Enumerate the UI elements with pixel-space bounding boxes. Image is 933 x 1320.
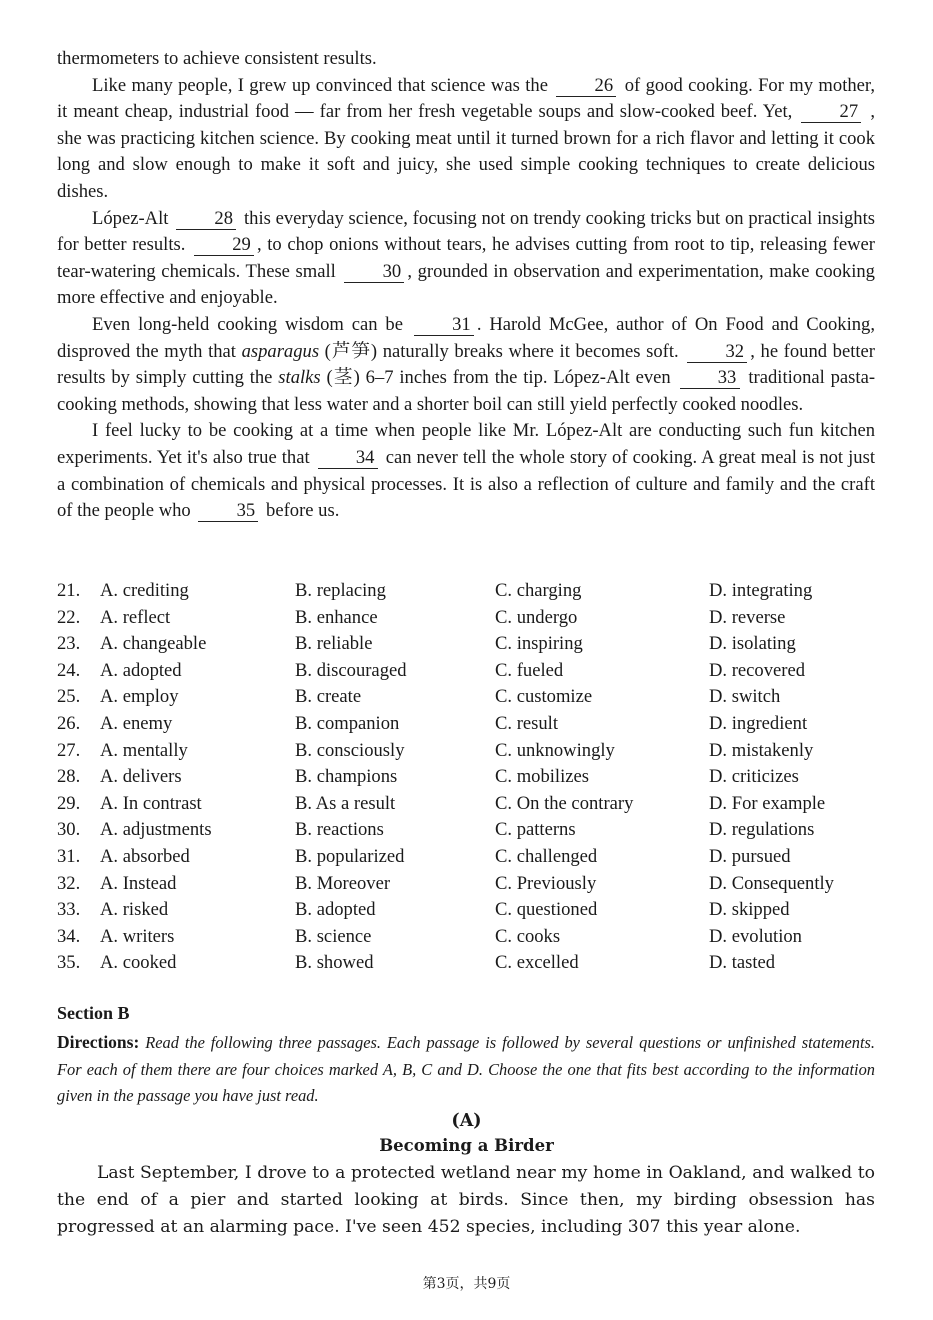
question-number: 25. [57,686,81,708]
passage-paragraph-3 [57,312,875,418]
text: , he found better results by simply cutting the [57,340,875,389]
option-a: A. reflect [100,606,171,628]
text: Even long-held cooking wisdom can be [92,313,403,335]
option-d: D. isolating [709,633,796,655]
option-a: A. In contrast [100,792,202,814]
option-b: B. create [295,686,362,708]
option-a: A. cooked [100,952,177,974]
passage-paragraph-4 [57,418,875,524]
passage-paragraph-1 [57,73,875,206]
cloze-passage [57,46,875,525]
option-d: D. switch [709,686,781,708]
option-d: D. recovered [709,659,806,681]
option-b: B. science [295,925,372,947]
text: (芦笋) naturally breaks where it becomes soft. [324,340,679,362]
question-row [57,897,877,924]
option-a: A. crediting [100,580,189,601]
blank-33: 33 [680,368,740,389]
option-a: A. adjustments [100,819,212,841]
text: , grounded in observation and experimentation, make cooking more effective and enjoyable. [57,260,875,309]
blank-32: 32 [687,342,747,363]
option-b: B. enhance [295,606,378,628]
option-d: D. tasted [709,952,776,974]
passage-line: thermometers to achieve consistent results. [57,48,377,69]
answer-options [57,578,877,977]
option-c: C. excelled [495,952,579,974]
question-number: 22. [57,606,81,628]
option-c: C. undergo [495,606,578,628]
option-d: D. integrating [709,580,813,601]
section-heading: Section B [57,1003,130,1023]
reading-passage-a [57,1160,875,1241]
option-c: C. charging [495,580,582,601]
passage-title: Becoming a Birder [379,1136,554,1155]
text: before us. [266,500,340,522]
text: I feel lucky to be cooking at a time when people like Mr. López-Alt are conducting such fun kitchen experiments. Yet it's also true that [57,420,875,468]
option-a: A. mentally [100,739,188,761]
question-row [57,631,877,658]
question-row [57,684,877,711]
question-number: 32. [57,872,81,894]
option-b: B. popularized [295,845,405,867]
blank-29: 29 [194,235,254,256]
option-b: B. Moreover [295,872,391,894]
question-row [57,578,877,605]
option-a: A. absorbed [100,845,190,867]
question-number: 29. [57,792,81,814]
question-row [57,605,877,632]
option-d: D. skipped [709,899,790,921]
text: of good cooking. For my mother, it meant cheap, industrial food — far from her fresh vegetable soups and slow-cooked beef. Yet, [57,74,876,123]
option-a: A. changeable [100,633,207,655]
option-b: B. reliable [295,633,373,655]
blank-28: 28 [176,209,236,230]
text: , she was practicing kitchen science. By cooking meat until it turned brown for a rich flavor and letting it cook long and slow enough to make it soft and juicy, she used simple cooking techniques to create delicious dishes. [57,101,875,202]
question-number: 27. [57,739,81,761]
option-b: B. discouraged [295,659,407,681]
blank-31: 31 [414,315,474,336]
question-row [57,924,877,951]
option-c: C. inspiring [495,633,583,655]
option-b: B. companion [295,712,400,734]
option-c: C. questioned [495,899,598,921]
question-row [57,738,877,765]
text: , to chop onions without tears, he advises cutting from root to tip, releasing fewer tear-watering chemicals. These small [57,234,875,282]
option-c: C. unknowingly [495,739,615,761]
option-c: C. challenged [495,845,598,867]
option-d: D. criticizes [709,766,799,788]
option-d: D. regulations [709,819,815,841]
option-b: B. showed [295,952,374,974]
italic-word: asparagus [241,340,320,362]
option-c: C. On the contrary [495,792,634,814]
question-row [57,658,877,685]
text: traditional pasta-cooking methods, showing that less water and a shorter boil can still yield perfectly cooked noodles. [57,367,876,415]
option-d: D. For example [709,792,826,814]
option-d: D. Consequently [709,872,834,894]
option-b: B. reactions [295,819,384,841]
passage-label: (A) [451,1111,482,1131]
text: Like many people, I grew up convinced that science was the [92,74,548,96]
option-b: B. champions [295,766,398,788]
option-b: B. replacing [295,580,386,601]
page-number: 第3页，共9页 [422,1276,511,1292]
option-d: D. ingredient [709,712,808,734]
blank-34: 34 [318,448,378,469]
option-c: C. mobilizes [495,766,589,788]
option-d: D. evolution [709,925,802,947]
question-row [57,711,877,738]
option-d: D. reverse [709,606,786,628]
option-a: A. delivers [100,766,182,788]
question-number: 28. [57,766,81,788]
option-b: B. adopted [295,899,376,921]
question-number: 31. [57,845,81,867]
option-c: C. fueled [495,659,564,681]
option-c: C. customize [495,686,593,708]
text: López-Alt [92,207,169,229]
question-row [57,871,877,898]
question-row [57,817,877,844]
question-number: 30. [57,819,81,841]
question-number: 24. [57,659,81,681]
italic-word: stalks [278,367,321,389]
option-d: D. pursued [709,845,791,867]
directions [57,1029,875,1110]
passage-paragraph: Last September, I drove to a protected wetland near my home in Oakland, and walked to the end of a pier and started looking at birds. Since then, my birding obsession has progressed at an alarming pace. I've seen 452 species, including 307 this year alone. [57,1163,875,1237]
option-a: A. risked [100,899,169,921]
option-a: A. adopted [100,659,182,681]
directions-text: Read the following three passages. Each passage is followed by several questions or unfinished statements. For each of them there are four choices marked A, B, C and D. Choose the one that fits best according to the information given in the passage you have just read. [57,1033,875,1106]
text: (茎) 6–7 inches from the tip. López-Alt even [326,367,671,389]
blank-30: 30 [344,262,404,283]
directions-label: Directions: [57,1032,140,1052]
question-number: 33. [57,899,81,921]
option-a: A. Instead [100,872,177,894]
option-c: C. patterns [495,819,576,841]
blank-26: 26 [556,76,616,97]
option-a: A. enemy [100,712,173,734]
question-row [57,950,877,977]
question-number: 35. [57,952,81,974]
blank-35: 35 [198,501,258,522]
blank-27: 27 [801,102,861,123]
option-b: B. consciously [295,739,405,761]
question-row [57,764,877,791]
question-number: 26. [57,712,81,734]
option-d: D. mistakenly [709,739,814,761]
question-number: 34. [57,925,81,947]
question-number: 21. [57,580,81,601]
text: . Harold McGee, author of On Food and Cooking, disproved the myth that [57,313,875,362]
question-row [57,791,877,818]
option-a: A. writers [100,925,175,947]
question-row [57,844,877,871]
text: can never tell the whole story of cooking. A great meal is not just a combination of chemicals and physical processes. It is also a reflection of culture and family and the craft of the people who [57,446,875,522]
question-number: 23. [57,633,81,655]
option-a: A. employ [100,686,179,708]
passage-paragraph-2 [57,206,875,312]
text: this everyday science, focusing not on trendy cooking tricks but on practical insights for better results. [57,207,875,256]
option-c: C. Previously [495,872,597,894]
option-b: B. As a result [295,792,396,814]
option-c: C. cooks [495,925,561,947]
option-c: C. result [495,712,559,734]
